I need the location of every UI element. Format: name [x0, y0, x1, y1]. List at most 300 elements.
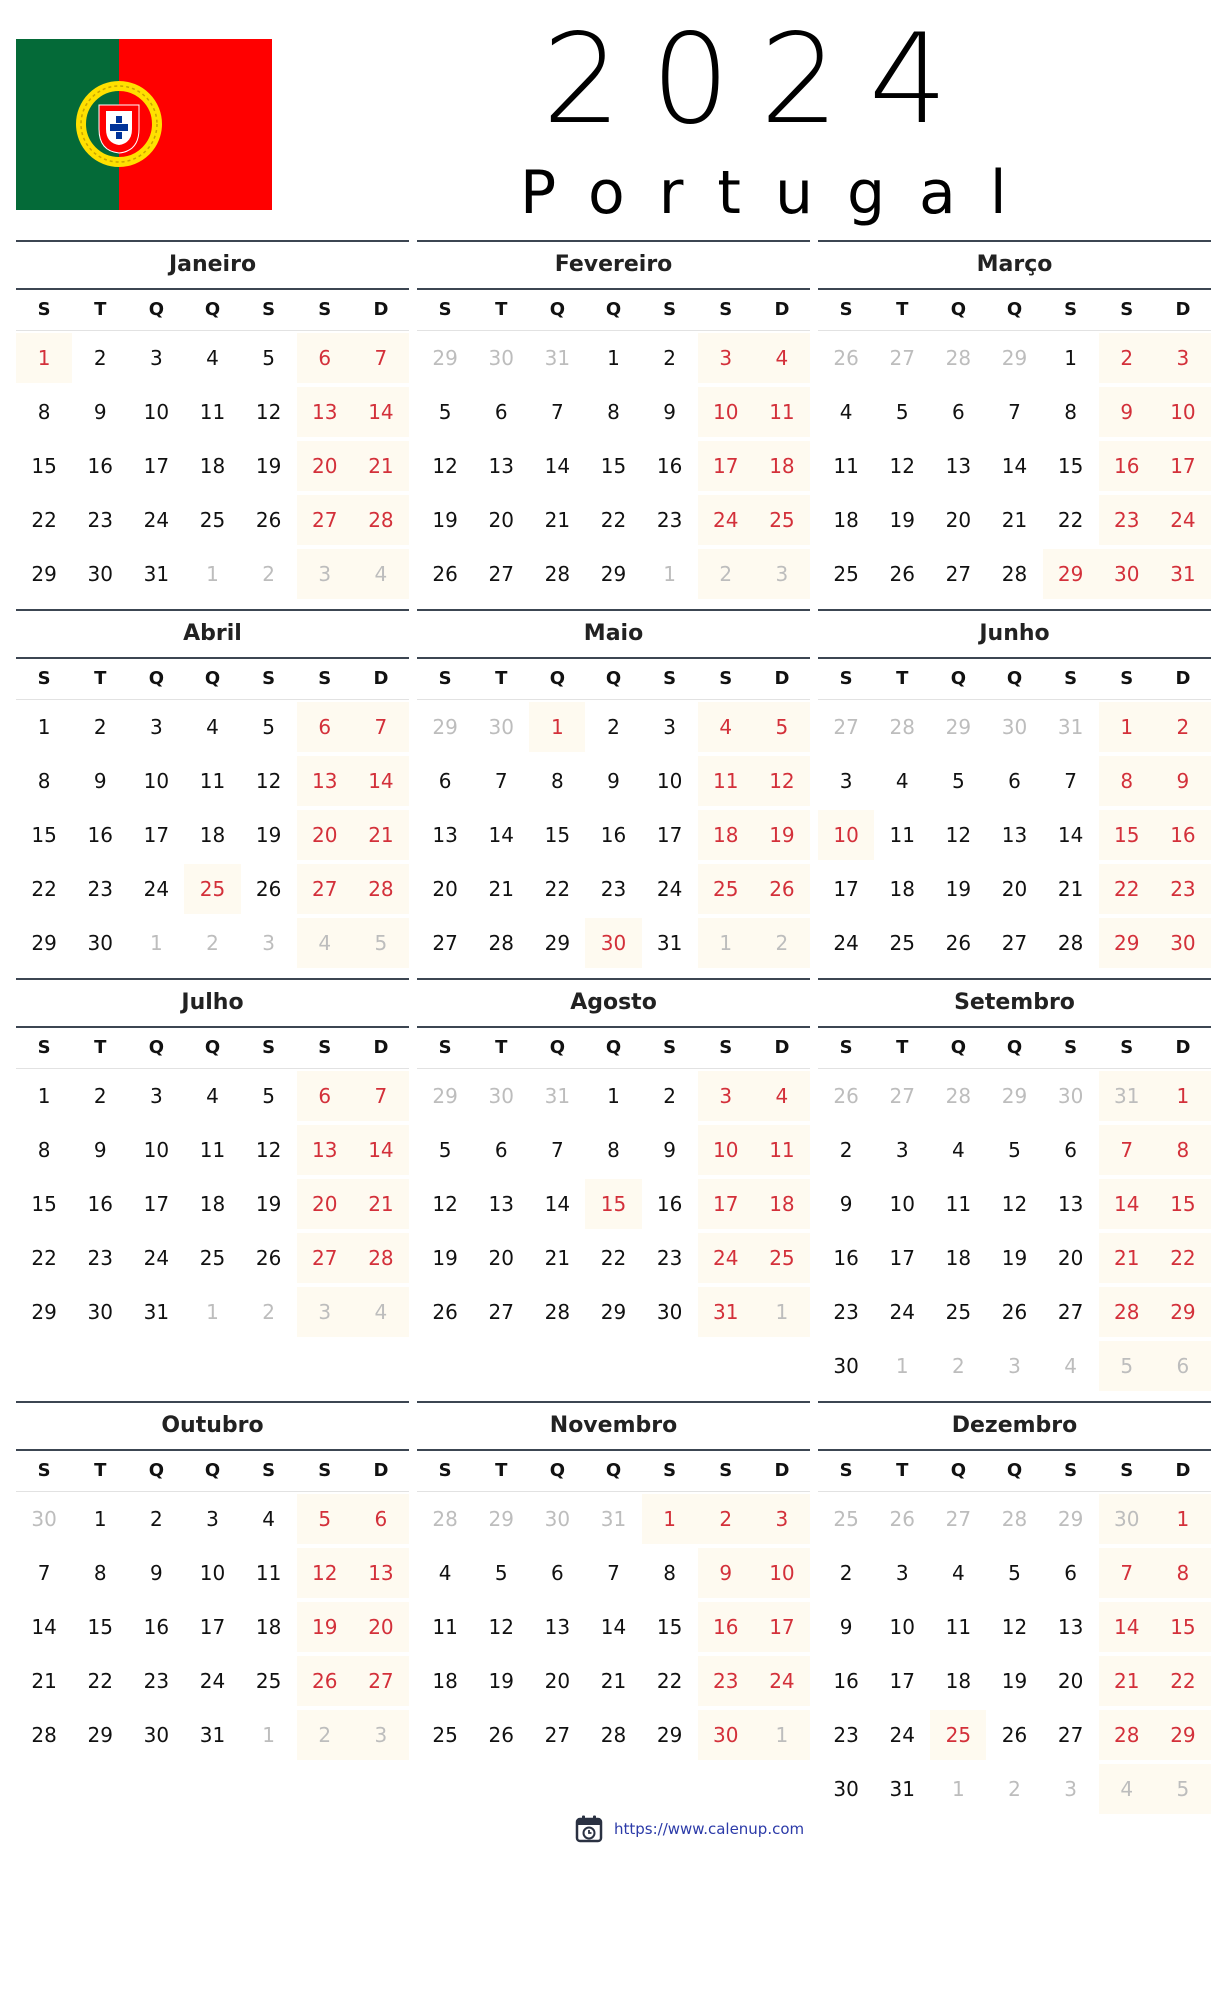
weekday-label: Q — [930, 1028, 986, 1069]
day-cell: 19 — [754, 810, 810, 860]
day-cell: 6 — [353, 1494, 409, 1544]
day-cell: 5 — [1008, 1138, 1021, 1162]
adjacent-month-day: 1 — [754, 1287, 810, 1337]
day-cell: 11 — [199, 1138, 226, 1162]
days-grid — [818, 1069, 1211, 1393]
day-cell: 21 — [488, 877, 514, 901]
day-cell: 21 — [1099, 1233, 1155, 1283]
day-cell: 14 — [353, 387, 409, 437]
weekday-label: Q — [128, 1451, 184, 1492]
month-name: Janeiro — [16, 240, 409, 290]
month-block — [16, 609, 409, 970]
month-block — [417, 240, 810, 601]
day-cell: 10 — [1155, 387, 1211, 437]
day-cell: 18 — [199, 1192, 226, 1216]
day-cell: 29 — [31, 931, 57, 955]
day-cell: 17 — [1155, 441, 1211, 491]
day-cell: 24 — [656, 877, 683, 901]
day-cell: 16 — [87, 823, 113, 847]
day-cell: 19 — [255, 1192, 282, 1216]
day-cell: 7 — [1099, 1548, 1155, 1598]
day-cell: 7 — [1064, 769, 1077, 793]
weekday-label: S — [241, 1451, 297, 1492]
day-cell: 18 — [754, 441, 810, 491]
day-cell: 20 — [1057, 1246, 1084, 1270]
weekday-label: D — [1155, 1451, 1211, 1492]
day-cell: 22 — [1057, 508, 1084, 532]
day-cell: 31 — [1155, 549, 1211, 599]
day-cell: 18 — [698, 810, 754, 860]
day-cell: 2 — [698, 1494, 754, 1544]
day-cell: 20 — [488, 508, 514, 532]
day-cell: 4 — [206, 715, 219, 739]
day-cell: 28 — [1099, 1287, 1155, 1337]
calendar-grid — [16, 240, 1210, 1816]
day-cell: 1 — [37, 1084, 51, 1108]
weekday-label: S — [297, 1451, 353, 1492]
day-cell: 12 — [1001, 1615, 1028, 1639]
weekday-label: S — [297, 1028, 353, 1069]
weekday-label: S — [698, 1028, 754, 1069]
day-cell: 30 — [833, 1777, 859, 1801]
adjacent-month-day: 31 — [544, 1084, 571, 1108]
weekday-label: D — [754, 1451, 810, 1492]
weekday-label: S — [698, 1451, 754, 1492]
day-cell: 11 — [255, 1561, 282, 1585]
month-name: Novembro — [417, 1401, 810, 1451]
weekday-label: Q — [128, 290, 184, 331]
day-cell: 23 — [833, 1723, 859, 1747]
day-cell: 25 — [698, 864, 754, 914]
day-cell: 31 — [143, 562, 170, 586]
day-cell: 12 — [754, 756, 810, 806]
adjacent-month-day: 1 — [895, 1354, 909, 1378]
adjacent-month-day: 3 — [1064, 1777, 1077, 1801]
day-cell: 21 — [353, 441, 409, 491]
adjacent-month-day: 27 — [889, 346, 915, 370]
day-cell: 15 — [544, 823, 571, 847]
weekday-label: S — [241, 659, 297, 700]
day-cell: 20 — [297, 810, 353, 860]
day-cell: 17 — [889, 1246, 915, 1270]
adjacent-month-day: 27 — [833, 715, 859, 739]
day-cell: 28 — [353, 495, 409, 545]
day-cell: 19 — [255, 823, 282, 847]
day-cell: 5 — [262, 715, 275, 739]
day-cell: 15 — [585, 1179, 641, 1229]
day-cell: 6 — [1008, 769, 1021, 793]
day-cell: 9 — [93, 1138, 107, 1162]
weekday-label: Q — [585, 290, 641, 331]
days-grid — [417, 1069, 810, 1339]
adjacent-month-day: 4 — [1099, 1764, 1155, 1814]
day-cell: 1 — [642, 1494, 698, 1544]
day-cell: 27 — [1001, 931, 1028, 955]
day-cell: 30 — [656, 1300, 683, 1324]
day-cell: 27 — [488, 562, 514, 586]
day-cell: 7 — [550, 400, 564, 424]
month-block — [417, 609, 810, 970]
day-cell: 7 — [494, 769, 508, 793]
day-cell: 29 — [87, 1723, 113, 1747]
day-cell: 25 — [754, 495, 810, 545]
adjacent-month-day: 2 — [206, 931, 219, 955]
day-cell: 23 — [656, 508, 683, 532]
day-cell: 24 — [889, 1723, 915, 1747]
day-cell: 17 — [143, 1192, 170, 1216]
weekday-label: S — [16, 659, 72, 700]
month-name: Agosto — [417, 978, 810, 1028]
weekday-header — [16, 659, 409, 700]
day-cell: 17 — [698, 441, 754, 491]
day-cell: 12 — [255, 1138, 282, 1162]
day-cell: 20 — [1001, 877, 1028, 901]
weekday-label: D — [1155, 290, 1211, 331]
day-cell: 17 — [199, 1615, 226, 1639]
weekday-label: Q — [585, 659, 641, 700]
day-cell: 3 — [895, 1561, 909, 1585]
day-cell: 5 — [297, 1494, 353, 1544]
country-title: Portugal — [520, 158, 1041, 228]
day-cell: 12 — [432, 454, 458, 478]
day-cell: 29 — [31, 1300, 57, 1324]
day-cell: 3 — [839, 769, 853, 793]
day-cell: 17 — [833, 877, 859, 901]
day-cell: 20 — [488, 1246, 514, 1270]
day-cell: 28 — [1001, 562, 1028, 586]
day-cell: 14 — [1057, 823, 1084, 847]
day-cell: 14 — [353, 1125, 409, 1175]
day-cell: 28 — [353, 1233, 409, 1283]
day-cell: 10 — [656, 769, 683, 793]
day-cell: 10 — [698, 1125, 754, 1175]
adjacent-month-day: 29 — [1057, 1507, 1084, 1531]
day-cell: 25 — [432, 1723, 458, 1747]
day-cell: 6 — [1064, 1138, 1077, 1162]
day-cell: 21 — [544, 508, 571, 532]
weekday-label: Q — [585, 1028, 641, 1069]
adjacent-month-day: 26 — [833, 346, 859, 370]
adjacent-month-day: 1 — [663, 562, 676, 586]
month-block — [16, 240, 409, 601]
year-title: 2024 — [542, 8, 978, 152]
day-cell: 22 — [31, 877, 57, 901]
day-cell: 21 — [1001, 508, 1028, 532]
day-cell: 1 — [607, 346, 620, 370]
month-name: Julho — [16, 978, 409, 1028]
day-cell: 21 — [1057, 877, 1084, 901]
month-name: Junho — [818, 609, 1211, 659]
day-cell: 12 — [1001, 1192, 1028, 1216]
day-cell: 14 — [1099, 1179, 1155, 1229]
adjacent-month-day: 31 — [1099, 1071, 1155, 1121]
day-cell: 23 — [87, 508, 113, 532]
day-cell: 15 — [31, 454, 57, 478]
day-cell: 9 — [663, 400, 676, 424]
day-cell: 26 — [432, 1300, 458, 1324]
day-cell: 4 — [754, 333, 810, 383]
weekday-label: Q — [930, 659, 986, 700]
adjacent-month-day: 1 — [951, 1777, 965, 1801]
day-cell: 15 — [1057, 454, 1084, 478]
day-cell: 25 — [833, 562, 859, 586]
adjacent-month-day: 26 — [889, 1507, 915, 1531]
weekday-label: Q — [529, 1028, 585, 1069]
weekday-label: Q — [184, 659, 240, 700]
month-block — [417, 978, 810, 1393]
day-cell: 26 — [889, 562, 915, 586]
adjacent-month-day: 2 — [1008, 1777, 1021, 1801]
weekday-label: S — [698, 290, 754, 331]
day-cell: 13 — [297, 756, 353, 806]
day-cell: 10 — [698, 387, 754, 437]
day-cell: 12 — [889, 454, 915, 478]
day-cell: 10 — [754, 1548, 810, 1598]
month-name: Maio — [417, 609, 810, 659]
day-cell: 2 — [839, 1561, 853, 1585]
day-cell: 14 — [31, 1615, 57, 1639]
adjacent-month-day: 4 — [353, 549, 409, 599]
weekday-label: S — [16, 290, 72, 331]
weekday-label: S — [818, 659, 874, 700]
weekday-label: T — [72, 1028, 128, 1069]
days-grid — [417, 1492, 810, 1762]
day-cell: 27 — [297, 1233, 353, 1283]
day-cell: 5 — [951, 769, 965, 793]
day-cell: 22 — [544, 877, 571, 901]
day-cell: 17 — [698, 1179, 754, 1229]
day-cell: 25 — [945, 1300, 972, 1324]
day-cell: 29 — [600, 562, 627, 586]
day-cell: 22 — [31, 508, 57, 532]
day-cell: 2 — [93, 1084, 107, 1108]
weekday-label: S — [818, 290, 874, 331]
weekday-label: D — [353, 1028, 409, 1069]
day-cell: 19 — [488, 1669, 514, 1693]
adjacent-month-day: 29 — [945, 715, 972, 739]
day-cell: 15 — [1155, 1179, 1211, 1229]
day-cell: 4 — [951, 1561, 965, 1585]
day-cell: 11 — [889, 823, 915, 847]
day-cell: 30 — [1155, 918, 1211, 968]
weekday-label: S — [642, 659, 698, 700]
weekday-label: S — [1099, 290, 1155, 331]
adjacent-month-day: 3 — [353, 1710, 409, 1760]
day-cell: 3 — [149, 346, 163, 370]
day-cell: 1 — [607, 1084, 620, 1108]
day-cell: 31 — [889, 1777, 915, 1801]
day-cell: 17 — [143, 823, 170, 847]
day-cell: 15 — [1155, 1602, 1211, 1652]
day-cell: 27 — [432, 931, 458, 955]
adjacent-month-day: 2 — [262, 1300, 275, 1324]
day-cell: 19 — [297, 1602, 353, 1652]
day-cell: 2 — [1099, 333, 1155, 383]
weekday-header — [16, 290, 409, 331]
day-cell: 3 — [663, 715, 676, 739]
weekday-label: S — [297, 659, 353, 700]
day-cell: 6 — [297, 1071, 353, 1121]
day-cell: 21 — [31, 1669, 57, 1693]
weekday-label: T — [473, 1028, 529, 1069]
adjacent-month-day: 5 — [1099, 1341, 1155, 1391]
day-cell: 22 — [87, 1669, 113, 1693]
day-cell: 4 — [438, 1561, 452, 1585]
days-grid — [818, 1492, 1211, 1816]
weekday-label: S — [417, 1028, 473, 1069]
day-cell: 7 — [1008, 400, 1021, 424]
weekday-label: S — [297, 290, 353, 331]
weekday-label: T — [72, 290, 128, 331]
day-cell: 6 — [494, 1138, 508, 1162]
website-link[interactable]: https://www.calenup.com — [614, 1820, 805, 1838]
day-cell: 5 — [262, 346, 275, 370]
day-cell: 25 — [255, 1669, 282, 1693]
weekday-label: D — [353, 659, 409, 700]
day-cell: 10 — [889, 1615, 915, 1639]
weekday-label: S — [417, 1451, 473, 1492]
weekday-label: Q — [184, 290, 240, 331]
day-cell: 2 — [663, 346, 676, 370]
day-cell: 22 — [1099, 864, 1155, 914]
day-cell: 25 — [184, 864, 240, 914]
day-cell: 4 — [206, 1084, 219, 1108]
weekday-label: Q — [529, 1451, 585, 1492]
day-cell: 17 — [143, 454, 170, 478]
day-cell: 10 — [143, 769, 170, 793]
day-cell: 10 — [143, 400, 170, 424]
weekday-header — [417, 1028, 810, 1069]
month-name: Abril — [16, 609, 409, 659]
adjacent-month-day: 29 — [488, 1507, 514, 1531]
adjacent-month-day: 29 — [1001, 346, 1028, 370]
weekday-label: Q — [986, 1451, 1042, 1492]
day-cell: 27 — [297, 864, 353, 914]
adjacent-month-day: 27 — [945, 1507, 972, 1531]
day-cell: 16 — [656, 454, 683, 478]
adjacent-month-day: 28 — [945, 1084, 972, 1108]
day-cell: 20 — [297, 1179, 353, 1229]
days-grid — [417, 331, 810, 601]
day-cell: 22 — [600, 1246, 627, 1270]
day-cell: 25 — [889, 931, 915, 955]
weekday-label: Q — [930, 1451, 986, 1492]
weekday-header — [417, 290, 810, 331]
day-cell: 1 — [1099, 702, 1155, 752]
day-cell: 20 — [297, 441, 353, 491]
day-cell: 11 — [945, 1615, 972, 1639]
adjacent-month-day: 27 — [889, 1084, 915, 1108]
weekday-header — [16, 1451, 409, 1492]
day-cell: 23 — [600, 877, 627, 901]
day-cell: 2 — [1155, 702, 1211, 752]
footer — [574, 1814, 804, 1844]
weekday-label: S — [642, 1028, 698, 1069]
adjacent-month-day: 28 — [432, 1507, 458, 1531]
day-cell: 13 — [353, 1548, 409, 1598]
adjacent-month-day: 3 — [754, 549, 810, 599]
day-cell: 27 — [544, 1723, 571, 1747]
day-cell: 27 — [1057, 1723, 1084, 1747]
adjacent-month-day: 1 — [206, 562, 219, 586]
day-cell: 16 — [833, 1669, 859, 1693]
adjacent-month-day: 3 — [262, 931, 275, 955]
day-cell: 27 — [353, 1656, 409, 1706]
day-cell: 10 — [199, 1561, 226, 1585]
adjacent-month-day: 4 — [353, 1287, 409, 1337]
day-cell: 21 — [600, 1669, 627, 1693]
day-cell: 13 — [297, 387, 353, 437]
day-cell: 13 — [488, 1192, 514, 1216]
day-cell: 20 — [945, 508, 972, 532]
day-cell: 26 — [297, 1656, 353, 1706]
day-cell: 29 — [1043, 549, 1099, 599]
day-cell: 8 — [1155, 1548, 1211, 1598]
day-cell: 15 — [87, 1615, 113, 1639]
adjacent-month-day: 6 — [1155, 1341, 1211, 1391]
day-cell: 19 — [1001, 1246, 1028, 1270]
month-block — [818, 978, 1211, 1393]
adjacent-month-day: 3 — [297, 549, 353, 599]
day-cell: 15 — [1099, 810, 1155, 860]
day-cell: 23 — [833, 1300, 859, 1324]
day-cell: 1 — [1155, 1071, 1211, 1121]
day-cell: 20 — [353, 1602, 409, 1652]
day-cell: 27 — [1057, 1300, 1084, 1324]
day-cell: 19 — [889, 508, 915, 532]
day-cell: 22 — [1155, 1233, 1211, 1283]
day-cell: 24 — [143, 877, 170, 901]
day-cell: 20 — [544, 1669, 571, 1693]
adjacent-month-day: 4 — [297, 918, 353, 968]
day-cell: 9 — [839, 1192, 853, 1216]
weekday-label: S — [417, 659, 473, 700]
day-cell: 11 — [754, 1125, 810, 1175]
day-cell: 18 — [255, 1615, 282, 1639]
day-cell: 16 — [600, 823, 627, 847]
day-cell: 30 — [833, 1354, 859, 1378]
day-cell: 20 — [432, 877, 458, 901]
day-cell: 27 — [945, 562, 972, 586]
day-cell: 7 — [353, 1071, 409, 1121]
weekday-label: D — [353, 1451, 409, 1492]
weekday-header — [818, 290, 1211, 331]
weekday-label: D — [1155, 1028, 1211, 1069]
weekday-label: D — [754, 1028, 810, 1069]
day-cell: 13 — [1057, 1615, 1084, 1639]
day-cell: 14 — [488, 823, 514, 847]
day-cell: 14 — [1001, 454, 1028, 478]
month-name: Setembro — [818, 978, 1211, 1028]
day-cell: 26 — [945, 931, 972, 955]
weekday-label: T — [874, 1451, 930, 1492]
day-cell: 23 — [87, 877, 113, 901]
day-cell: 6 — [297, 702, 353, 752]
day-cell: 1 — [37, 715, 51, 739]
day-cell: 13 — [1057, 1192, 1084, 1216]
day-cell: 5 — [438, 1138, 452, 1162]
weekday-label: S — [1099, 1451, 1155, 1492]
day-cell: 31 — [656, 931, 683, 955]
day-cell: 9 — [607, 769, 620, 793]
day-cell: 8 — [663, 1561, 676, 1585]
day-cell: 26 — [255, 877, 282, 901]
day-cell: 29 — [600, 1300, 627, 1324]
day-cell: 12 — [488, 1615, 514, 1639]
day-cell: 30 — [698, 1710, 754, 1760]
day-cell: 18 — [945, 1669, 972, 1693]
day-cell: 4 — [206, 346, 219, 370]
